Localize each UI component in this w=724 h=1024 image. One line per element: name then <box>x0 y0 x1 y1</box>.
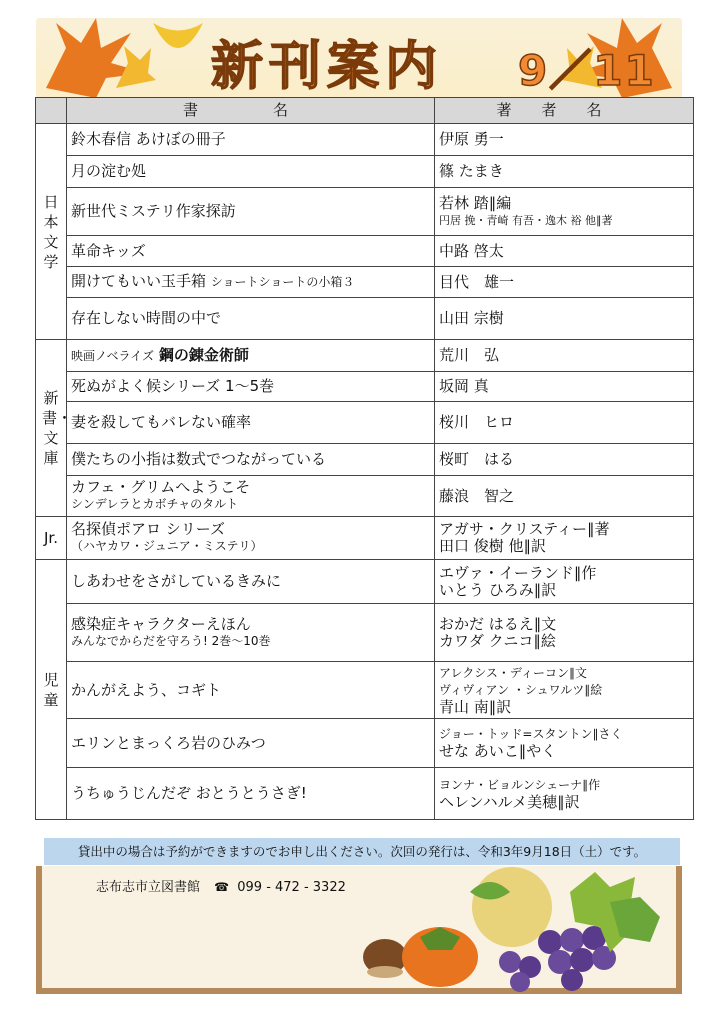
book-title-cell <box>67 340 435 372</box>
book-title: 鋼の錬金術師 <box>158 345 249 364</box>
book-author-secondary: いとう ひろみ∥訳 <box>439 580 557 599</box>
book-author: アガサ・クリスティー∥著 <box>439 520 610 538</box>
table-row <box>36 372 694 402</box>
table-row <box>36 719 694 768</box>
title-column-header: 書 名 <box>67 98 435 124</box>
book-subtitle: みんなでからだを守ろう! 2巻～10巻 <box>71 633 271 648</box>
book-author: 荒川 弘 <box>435 340 694 372</box>
table-row <box>36 236 694 267</box>
maple-leaf-icon <box>36 18 156 98</box>
book-title: 開けてもいい玉手箱 <box>71 272 207 290</box>
table-row <box>36 156 694 188</box>
book-title: 月の淀む処 <box>67 156 435 188</box>
page-title: 新刊案内 <box>211 37 444 97</box>
book-author-cell <box>435 604 694 662</box>
book-title: 鈴木春信 あけぼの冊子 <box>67 124 435 156</box>
book-title: 新世代ミステリ作家探訪 <box>67 188 435 236</box>
category-junior: Jr. <box>36 517 67 560</box>
book-subtitle: （ハヤカワ・ジュニア・ミステリ） <box>71 539 263 553</box>
book-author: ヨンナ・ビョルンシェーナ∥作 <box>439 777 601 792</box>
category-japanese-literature: 日本文学 <box>36 124 67 340</box>
library-phone: 099 - 472 - 3322 <box>237 880 346 895</box>
new-books-table <box>35 97 694 820</box>
book-title-cell <box>67 476 435 517</box>
book-author-secondary: 田口 俊樹 他∥訳 <box>439 537 547 555</box>
book-title: 革命キッズ <box>67 236 435 267</box>
book-title: うちゅうじんだぞ おとうとうさぎ! <box>67 768 435 820</box>
book-author-secondary: ヘレンハルメ美穂∥訳 <box>439 792 580 811</box>
phone-icon: ☎ <box>214 880 230 894</box>
library-name: 志布志市立図書館 <box>96 880 201 895</box>
category-children: 児童 <box>36 560 67 820</box>
book-author: おかだ はるえ∥文 <box>439 614 557 633</box>
book-title-cell <box>67 517 435 560</box>
table-row <box>36 188 694 236</box>
book-author: 山田 宗樹 <box>435 298 694 340</box>
book-title-cell <box>67 267 435 298</box>
ginkgo-leaf-icon <box>148 18 208 78</box>
table-row <box>36 340 694 372</box>
book-author: 中路 啓太 <box>435 236 694 267</box>
autumn-fruits-illustration <box>360 862 680 992</box>
table-row <box>36 124 694 156</box>
book-title-cell <box>67 604 435 662</box>
header-banner <box>36 18 682 98</box>
table-row <box>36 476 694 517</box>
book-title: カフェ・グリムへようこそ <box>71 478 251 496</box>
book-author-tertiary: 青山 南∥訳 <box>439 697 512 716</box>
library-info <box>96 876 346 895</box>
category-shinsho-bunko: 新書・文庫 <box>36 340 67 517</box>
table-row <box>36 444 694 476</box>
book-author-cell <box>435 768 694 820</box>
book-author: 若林 踏∥編 <box>439 193 512 212</box>
book-subtitle: シンデレラとカボチャのタルト <box>71 497 239 511</box>
table-row <box>36 560 694 604</box>
table-header-row <box>36 98 694 124</box>
book-author: 藤浪 智之 <box>435 476 694 517</box>
book-title: エリンとまっくろ岩のひみつ <box>67 719 435 768</box>
book-title: 名探偵ポアロ シリーズ <box>71 520 226 538</box>
book-author-cell <box>435 719 694 768</box>
book-author: ジョー・トッド=スタントン∥さく <box>439 727 623 741</box>
persimmon-icon <box>402 927 478 987</box>
reservation-notice: 貸出中の場合は予約ができますのでお申し出ください。次回の発行は、令和3年9月18日（土）です。 <box>44 838 680 865</box>
book-title: しあわせをさがしているきみに <box>67 560 435 604</box>
book-author-secondary: カワダ クニコ∥絵 <box>439 631 556 650</box>
book-title: 感染症キャラクターえほん <box>71 614 251 633</box>
issue-date: 9／11 <box>518 46 656 95</box>
book-author: エヴァ・イーランド∥作 <box>439 563 597 582</box>
category-header <box>36 98 67 124</box>
table-row <box>36 517 694 560</box>
book-author-secondary: ヴィヴィアン ・シュワルツ∥絵 <box>439 682 603 697</box>
book-title-prefix: 映画ノベライズ <box>71 348 155 363</box>
book-author-cell <box>435 560 694 604</box>
book-author: 桜川 ヒロ <box>435 402 694 444</box>
book-title: 死ぬがよく候シリーズ 1～5巻 <box>67 372 435 402</box>
table-row <box>36 267 694 298</box>
book-author-cell <box>435 188 694 236</box>
book-title: 妻を殺してもバレない確率 <box>67 402 435 444</box>
book-author: 目代 雄一 <box>435 267 694 298</box>
book-subtitle: ショートショートの小箱３ <box>210 275 355 289</box>
table-row <box>36 298 694 340</box>
book-author: 篠 たまき <box>435 156 694 188</box>
table-row <box>36 604 694 662</box>
book-author: 坂岡 真 <box>435 372 694 402</box>
book-author-cell <box>435 662 694 719</box>
author-column-header: 著者名 <box>435 98 694 124</box>
table-row <box>36 662 694 719</box>
book-author-secondary: せな あいこ∥やく <box>439 742 557 760</box>
table-row <box>36 768 694 820</box>
book-author-cell <box>435 517 694 560</box>
book-author: 伊原 勇一 <box>435 124 694 156</box>
book-author-secondary: 円居 挽・青崎 有吾・逸木 裕 他∥著 <box>439 213 613 227</box>
book-author: アレクシス・ディーコン∥文 <box>439 665 587 680</box>
table-row <box>36 402 694 444</box>
book-title: かんがえよう、コギト <box>67 662 435 719</box>
book-title: 僕たちの小指は数式でつながっている <box>67 444 435 476</box>
chestnut-icon <box>363 939 407 978</box>
pear-icon <box>470 867 552 947</box>
book-title: 存在しない時間の中で <box>67 298 435 340</box>
book-author: 桜町 はる <box>435 444 694 476</box>
